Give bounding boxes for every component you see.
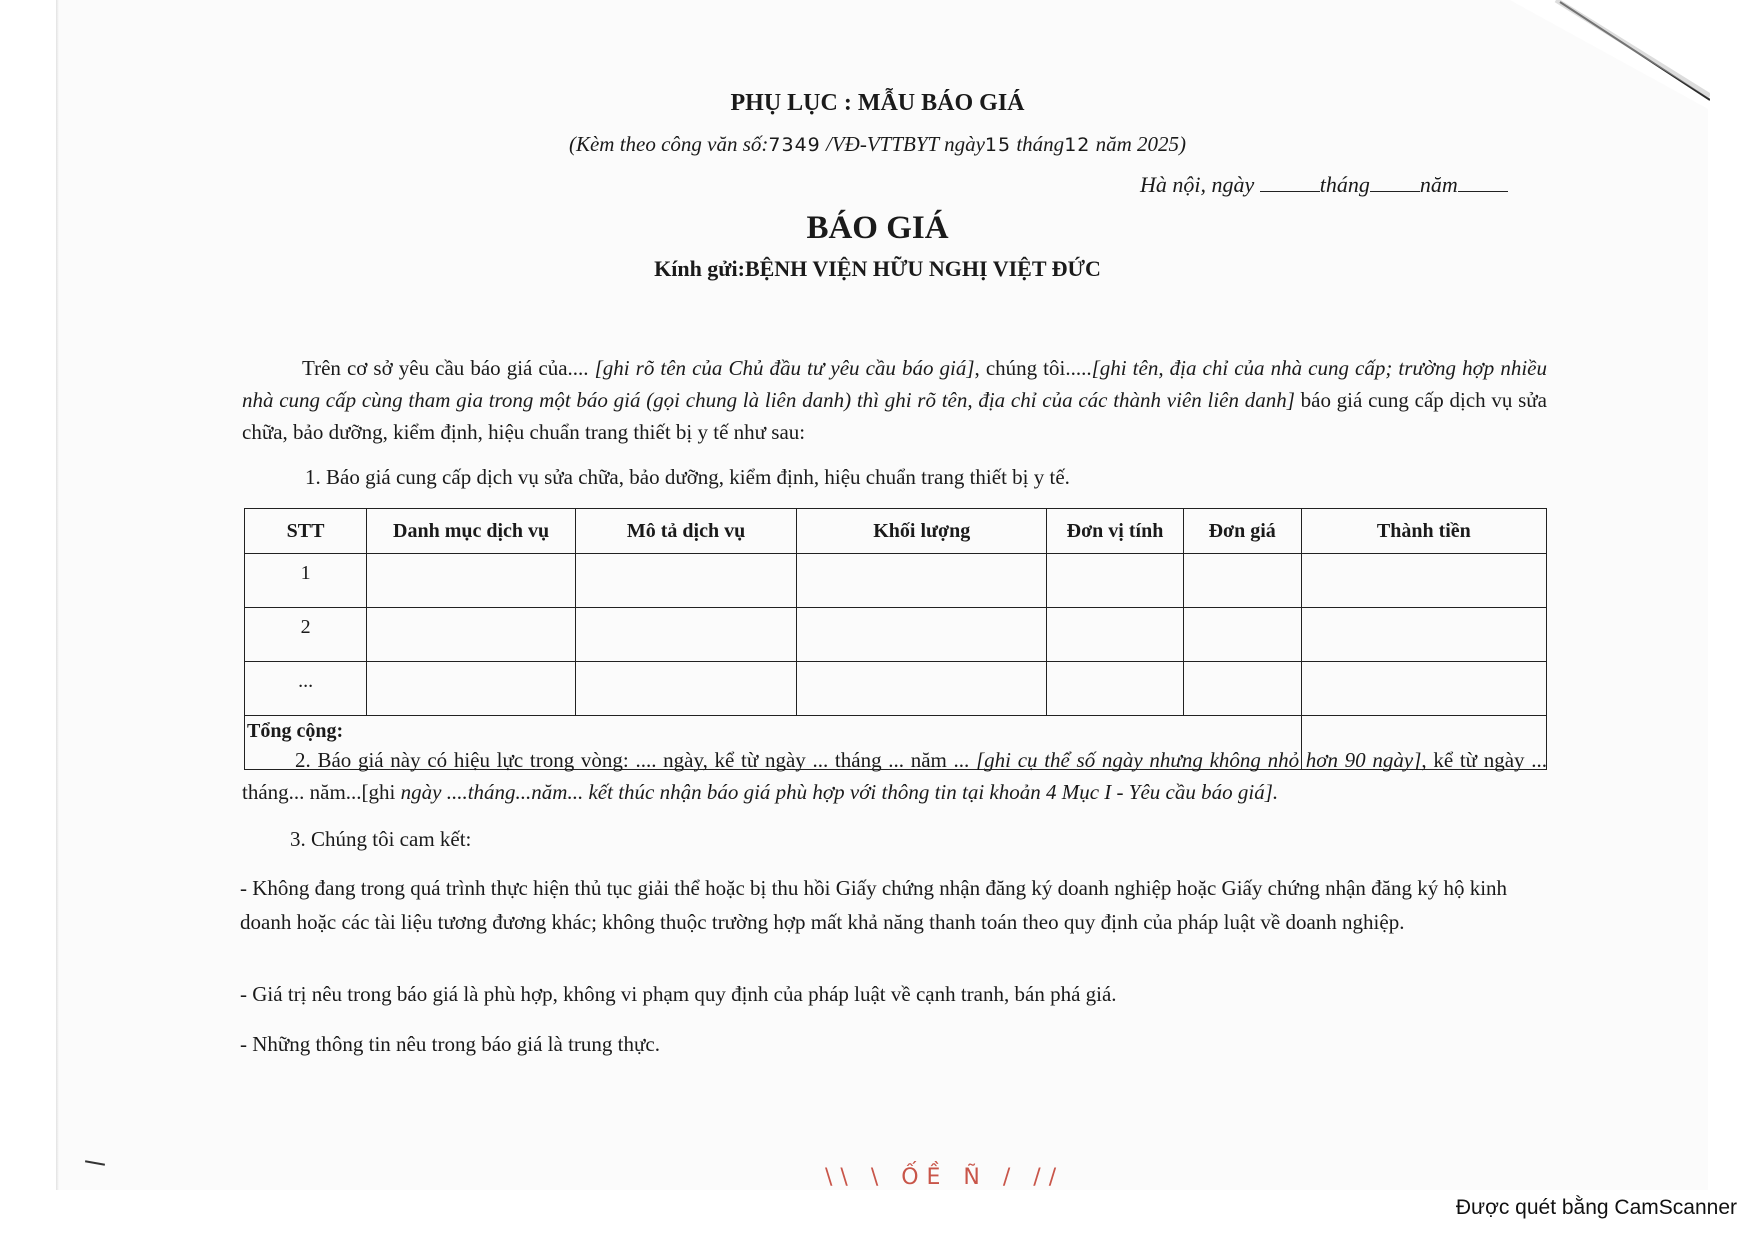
quote-table	[244, 508, 1547, 770]
table-row	[245, 554, 1547, 608]
header-stt: STT	[245, 509, 367, 554]
table-cell	[797, 608, 1047, 662]
item2-text-1: 2. Báo giá này có hiệu lực trong vòng: .... ngày, kể từ ngày ... tháng ... năm ...	[295, 748, 976, 772]
table-cell	[1301, 554, 1546, 608]
day-blank	[1260, 173, 1320, 192]
header-quantity: Khối lượng	[797, 509, 1047, 554]
handwritten-month: 12	[1064, 134, 1091, 156]
table-cell	[1047, 662, 1183, 716]
section-2-validity	[242, 744, 1547, 808]
appendix-title: PHỤ LỤC : MẪU BÁO GIÁ	[730, 90, 1025, 116]
table-cell	[797, 662, 1047, 716]
header-unit: Đơn vị tính	[1047, 509, 1183, 554]
place-date-month: tháng	[1319, 172, 1370, 197]
camscanner-watermark: Được quét bằng CamScanner	[1455, 1196, 1737, 1219]
intro-paragraph	[242, 352, 1547, 448]
intro-text-2: [ghi rõ tên của Chủ đầu tư yêu cầu báo giá]	[594, 356, 975, 380]
handwritten-doc-number: 7349	[768, 134, 821, 156]
table-cell	[1183, 554, 1301, 608]
year-blank	[1458, 173, 1508, 192]
total-label: Tổng cộng:	[245, 716, 1302, 770]
page-edge-shadow	[56, 0, 59, 1190]
header-service-category: Danh mục dịch vụ	[367, 509, 576, 554]
header-service-description: Mô tả dịch vụ	[576, 509, 797, 554]
table-cell	[576, 608, 797, 662]
table-cell	[797, 554, 1047, 608]
intro-text-4: [ghi tên, địa chỉ của nhà cung cấp; trường hợp nhiều nhà cung cấp cùng tham gia trong một báo giá (gọi chung là liên danh) thì ghi rõ tên, địa chỉ của các thành viên liên danh]	[242, 356, 1547, 412]
row-number: 1	[245, 554, 367, 608]
table-cell	[576, 662, 797, 716]
attachment-reference	[0, 132, 1755, 157]
red-seal-fragment: \\ \ ỐỀ Ñ / //	[825, 1165, 1065, 1190]
section-3-heading: 3. Chúng tôi cam kết:	[290, 827, 472, 851]
handwritten-day: 15	[984, 134, 1012, 156]
place-date-prefix: Hà nội, ngày	[1140, 172, 1255, 197]
item2-text-4: ngày ....tháng...năm... kết thúc nhận báo giá phù hợp với thông tin tại khoản 4 Mục I - Yêu cầu báo giá].	[400, 780, 1279, 804]
table-row	[245, 662, 1547, 716]
table-cell	[367, 608, 576, 662]
commitment-item: - Những thông tin nêu trong báo giá là trung thực.	[240, 1032, 660, 1056]
table-cell	[1183, 608, 1301, 662]
place-date-year: năm	[1419, 172, 1458, 197]
header-unit-price: Đơn giá	[1183, 509, 1301, 554]
attach-suffix: năm 2025)	[1095, 132, 1187, 156]
attach-mid: /VĐ-VTTBYT ngày	[826, 132, 985, 156]
attach-prefix: (Kèm theo công văn số:	[568, 132, 769, 156]
recipient-line: Kính gửi:BỆNH VIỆN HỮU NGHỊ VIỆT ĐỨC	[654, 256, 1101, 281]
table-cell	[1301, 662, 1546, 716]
table-header-row	[245, 509, 1547, 554]
row-number: 2	[245, 608, 367, 662]
commitment-item: - Giá trị nêu trong báo giá là phù hợp, không vi phạm quy định của pháp luật về cạnh tranh, bán phá giá.	[240, 982, 1117, 1006]
document-title: BÁO GIÁ	[806, 210, 949, 246]
intro-text-1: Trên cơ sở yêu cầu báo giá của....	[302, 356, 595, 380]
item2-text-2: [ghi cụ thể số ngày nhưng không nhỏ hơn 90 ngày]	[976, 748, 1422, 772]
commitment-item: - Không đang trong quá trình thực hiện thủ tục giải thể hoặc bị thu hồi Giấy chứng nhận đăng ký doanh nghiệp hoặc Giấy chứng nhận đăng ký hộ kinh doanh hoặc các tài liệu tương đương khác; không thuộc trường hợp mất khả năng thanh toán theo quy định của pháp luật về doanh nghiệp.	[240, 876, 1508, 934]
item2-text-3: , kể từ ngày ... tháng... năm...[ghi	[242, 748, 1548, 804]
table-cell	[1047, 554, 1183, 608]
table-cell	[1047, 608, 1183, 662]
header-amount: Thành tiền	[1301, 509, 1546, 554]
section-1-heading: 1. Báo giá cung cấp dịch vụ sửa chữa, bảo dưỡng, kiểm định, hiệu chuẩn trang thiết bị y tế.	[305, 465, 1070, 489]
attach-month-label: tháng	[1016, 132, 1065, 156]
table-cell	[367, 554, 576, 608]
table-cell	[367, 662, 576, 716]
row-number: ...	[245, 662, 367, 716]
intro-text-3: , chúng tôi.....	[974, 356, 1092, 380]
table-row	[245, 608, 1547, 662]
table-cell	[576, 554, 797, 608]
intro-text-5: báo giá cung cấp dịch vụ sửa chữa, bảo dưỡng, kiểm định, hiệu chuẩn trang thiết bị y tế như sau:	[242, 388, 1547, 444]
table-cell	[1301, 608, 1546, 662]
month-blank	[1370, 173, 1420, 192]
place-date-line	[1140, 172, 1508, 198]
table-cell	[1183, 662, 1301, 716]
